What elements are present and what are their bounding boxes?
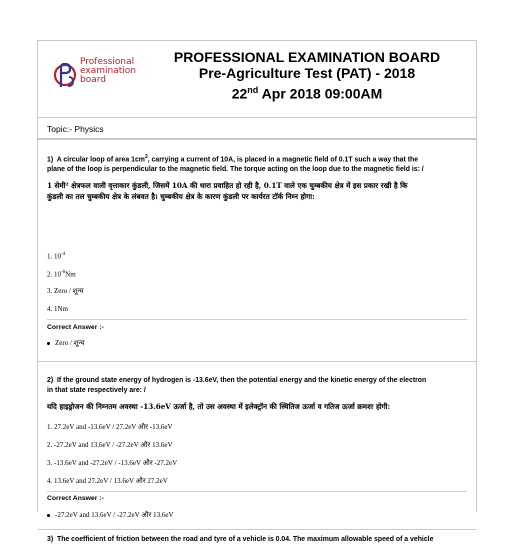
option-2: 2. -27.2eV and 13.6eV / -27.2eV और 13.6eV: [47, 441, 173, 449]
header-titles: [138, 49, 476, 103]
question-text: , carrying a current of 10A, is placed in a magnetic field of 0.1T such a way that the: [147, 156, 419, 164]
question-1-hindi: 1 सेमी² क्षेत्रफल वाली वृत्ताकार कुंडली, जिसमें 10A की धारा प्रवाहित हो रही है, 0.1T वाले एक चुम्बकीय क्षेत्र में इस प्रकार रखी है कि: [47, 181, 408, 191]
question-2-hindi: यदि हाइड्रोजन की निम्नतम अवस्था -13.6eV ऊर्जा है, तो उस अवस्था में इलेक्ट्रॉन की स्थितिज ऊर्जा व गतिज ऊर्जा क्रमशः होगी:: [47, 402, 391, 411]
header: [38, 41, 476, 119]
question-1-text-line2: plane of the loop is perpendicular to the magnetic field. The torque acting on the loop due to the magnetic field is: /: [47, 166, 424, 174]
logo-line: examination: [80, 66, 136, 76]
option-1: 1. 27.2eV and -13.6eV / 27.2eV और -13.6eV: [47, 423, 173, 431]
question-text: The coefficient of friction between the road and tyre of a vehicle is 0.04. The maximum allowable speed of a vehicle: [56, 536, 434, 543]
question-2-text-line2: in that state respectively are: /: [47, 387, 146, 394]
question-2-text: [47, 376, 467, 386]
question-text-sup: 2: [144, 154, 148, 160]
correct-answer-text: -27.2eV and 13.6eV / -27.2eV और 13.6eV: [55, 511, 174, 519]
question-2: [38, 361, 476, 509]
bullet-icon: [47, 342, 50, 345]
document-page: [37, 40, 477, 543]
answer-divider: [47, 319, 467, 320]
option-4: 4. 1Nm: [47, 305, 68, 313]
exam-date-rest: Apr 2018 09:00AM: [258, 85, 383, 102]
option-sup: -4: [61, 252, 66, 257]
question-text: A circular loop of area 1cm: [56, 156, 145, 164]
peb-logo: [53, 57, 143, 97]
exam-date: [138, 81, 476, 103]
question-1: [38, 139, 476, 316]
option-3: 3. Zero / शून्य: [47, 287, 84, 295]
option-sup: -6: [61, 270, 66, 275]
option-text: 2. 10: [47, 270, 61, 279]
exam-title: Pre-Agriculture Test (PAT) - 2018: [198, 65, 416, 81]
option-text: 1. 10: [47, 252, 61, 261]
question-number: 1): [47, 156, 54, 164]
exam-date-suffix: nd: [247, 85, 259, 95]
question-number: 3): [47, 536, 54, 543]
correct-answer-2: [47, 511, 174, 520]
logo-line: board: [80, 75, 106, 85]
correct-answer-1: [47, 339, 85, 348]
logo-text: [80, 58, 136, 85]
bullet-icon: [47, 514, 50, 517]
answer-divider: [47, 491, 467, 492]
option-1: [47, 250, 65, 261]
question-1-hindi-line2: कुंडली का तल चुम्बकीय क्षेत्र के लंबवत है। चुम्बकीय क्षेत्र के कारण कुंडली पर कार्यरत टॉर्क निम्न होगा:: [47, 192, 315, 202]
question-1-text: [47, 152, 467, 165]
option-4: 4. 13.6eV and 27.2eV / 13.6eV और 27.2eV: [47, 477, 168, 485]
board-title: PROFESSIONAL EXAMINATION BOARD: [173, 49, 441, 65]
exam-date-day: 22: [231, 85, 248, 102]
logo-line: Professional: [80, 57, 135, 67]
correct-answer-text: Zero / शून्य: [55, 339, 85, 347]
question-3: [38, 529, 476, 549]
peb-logo-mark-icon: [53, 57, 83, 93]
question-number: 2): [47, 377, 54, 384]
option-3: 3. -13.6eV and -27.2eV / -13.6eV और -27.2eV: [47, 459, 178, 467]
option-2: [47, 268, 76, 279]
question-3-text: [47, 535, 467, 545]
topic-label: Topic:- Physics: [38, 117, 476, 139]
correct-answer-label: Correct Answer :-: [47, 495, 104, 502]
option-tail: Nm: [65, 270, 76, 279]
question-text: If the ground state energy of hydrogen is -13.6eV, then the potential energy and the kinetic energy of the electron: [56, 377, 427, 384]
correct-answer-label: Correct Answer :-: [47, 324, 104, 331]
